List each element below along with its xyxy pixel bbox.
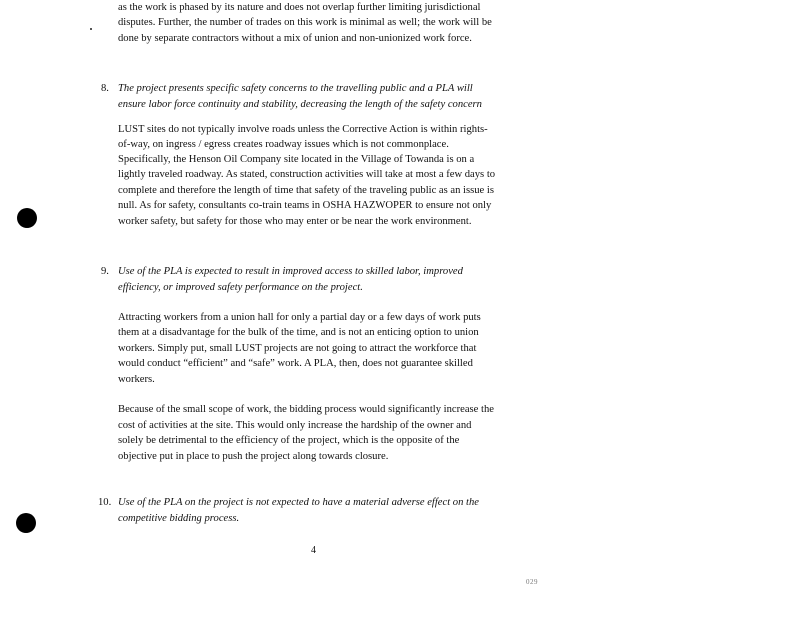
text-line: of-way, on ingress / egress creates roadway issues which is not commonplace. xyxy=(118,139,449,150)
item-number: 9. xyxy=(101,266,109,277)
item-number: 8. xyxy=(101,83,109,94)
text-line: workers. Simply put, small LUST projects are not going to attract the workforce that xyxy=(118,343,477,354)
document-stamp: 029 xyxy=(526,578,538,586)
binder-hole-icon xyxy=(17,208,37,228)
binder-hole-icon xyxy=(16,513,36,533)
item-heading-line: efficiency, or improved safety performance on the project. xyxy=(118,282,363,293)
text-line: workers. xyxy=(118,374,155,385)
item-heading-line: Use of the PLA on the project is not expected to have a material adverse effect on the xyxy=(118,497,479,508)
item-heading-line: The project presents specific safety concerns to the travelling public and a PLA will xyxy=(118,83,473,94)
item-number: 10. xyxy=(98,497,112,508)
text-line: solely be detrimental to the efficiency of the project, which is the opposite of the xyxy=(118,435,460,446)
text-line: objective put in place to push the project along towards closure. xyxy=(118,451,389,462)
text-line: LUST sites do not typically involve roads unless the Corrective Action is within rights- xyxy=(118,124,488,135)
text-line: as the work is phased by its nature and does not overlap further limiting jurisdictional xyxy=(118,2,481,13)
text-line: lightly traveled roadway. As stated, construction activities will take at most a few days to xyxy=(118,169,496,180)
text-line: done by separate contractors without a mix of union and non-unionized work force. xyxy=(118,33,472,44)
text-line: cost of activities at the site. This would only increase the hardship of the owner and xyxy=(118,420,472,431)
text-line: complete and therefore the length of time that safety of the traveling public as an issue is xyxy=(118,185,494,196)
text-line: Because of the small scope of work, the bidding process would significantly increase the xyxy=(118,404,494,415)
page-number: 4 xyxy=(311,545,316,556)
scan-speck xyxy=(90,28,92,30)
text-line: them at a disadvantage for the bulk of the time, and is not an enticing option to union xyxy=(118,327,479,338)
item-heading-line: competitive bidding process. xyxy=(118,513,240,524)
text-line: would conduct “efficient” and “safe” work. A PLA, then, does not guarantee skilled xyxy=(118,358,473,369)
text-line: Specifically, the Henson Oil Company site located in the Village of Towanda is on a xyxy=(118,154,475,165)
item-heading-line: Use of the PLA is expected to result in improved access to skilled labor, improved xyxy=(118,266,463,277)
text-line: Attracting workers from a union hall for only a partial day or a few days of work puts xyxy=(118,312,481,323)
text-line: null. As for safety, consultants co-train teams in OSHA HAZWOPER to ensure not only xyxy=(118,200,492,211)
text-line: disputes. Further, the number of trades on this work is minimal as well; the work will be xyxy=(118,17,492,28)
item-heading-line: ensure labor force continuity and stability, decreasing the length of the safety concern xyxy=(118,99,482,110)
text-line: worker safety, but safety for those who may enter or be near the work environment. xyxy=(118,216,472,227)
